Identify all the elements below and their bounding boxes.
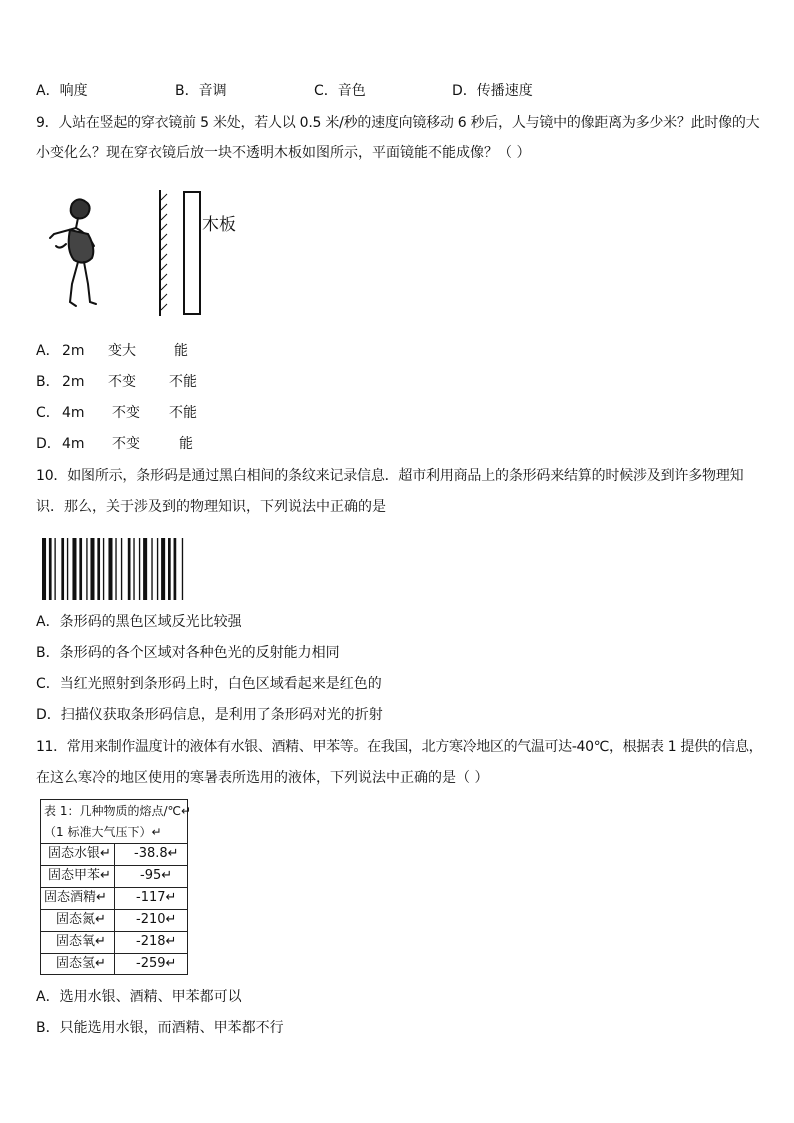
person-sketch: [50, 199, 96, 306]
barcode-bar: [128, 538, 131, 600]
q11-option-a: A．选用水银、酒精、甲苯都可以: [36, 989, 242, 1005]
barcode-bar: [139, 538, 140, 600]
q8-option-c: C．音色: [314, 83, 366, 99]
barcode-image: [40, 538, 188, 600]
q9-option-letter: C．: [36, 405, 60, 421]
table-cell-value: -117↵: [136, 890, 177, 905]
table-cell-substance: 固态水银↵: [48, 846, 111, 861]
q9-option-letter: A．: [36, 343, 60, 359]
barcode-bar: [108, 538, 112, 600]
q10-stem-line1: 10．如图所示，条形码是通过黑白相间的条纹来记录信息．超市利用商品上的条形码来结算的时候涉及到许多物理知: [36, 468, 744, 484]
q10-option-d: D．扫描仪获取条形码信息，是利用了条形码对光的折射: [36, 707, 383, 723]
q11-stem-line1: 11．常用来制作温度计的液体有水银、酒精、甲苯等。在我国，北方寒冷地区的气温可达-40℃，根据表 1 提供的信息，: [36, 739, 763, 755]
q10-option-a: A．条形码的黑色区域反光比较强: [36, 614, 242, 630]
table-cell-value: -259↵: [136, 956, 177, 971]
barcode-bar: [90, 538, 94, 600]
q8-option-a: A．响度: [36, 83, 88, 99]
table-cell-value: -95↵: [140, 868, 173, 883]
q9-option-image: 不能: [169, 405, 197, 421]
barcode-bar: [168, 538, 171, 600]
table-cell-substance: 固态氧↵: [56, 934, 106, 949]
mirror-hatching: [161, 194, 167, 310]
board-label: 木板: [202, 215, 236, 235]
barcode-figure: [40, 538, 188, 600]
barcode-bar: [49, 538, 52, 600]
q9-option-size: 不变: [112, 405, 140, 421]
barcode-bar: [61, 538, 64, 600]
table-cell-substance: 固态氮↵: [56, 912, 106, 927]
barcode-bar: [72, 538, 76, 600]
barcode-bar: [54, 538, 55, 600]
barcode-bar: [174, 538, 177, 600]
table-title: 表 1：几种物质的熔点/℃↵: [44, 804, 192, 818]
mirror-figure: [44, 190, 264, 320]
q9-option-letter: D．: [36, 436, 61, 452]
barcode-bar: [182, 538, 183, 600]
q11-option-b: B．只能选用水银，而酒精、甲苯都不行: [36, 1020, 284, 1036]
q9-option-image: 不能: [169, 374, 197, 390]
table-row-divider: [40, 931, 187, 932]
q9-option-distance: 4m: [62, 405, 85, 421]
q10-option-c: C．当红光照射到条形码上时，白色区域看起来是红色的: [36, 676, 382, 692]
table-row-divider: [40, 865, 187, 866]
melting-point-table: [40, 799, 192, 975]
q9-option-size: 变大: [108, 343, 136, 359]
q9-option-size: 不变: [108, 374, 136, 390]
barcode-bar: [97, 538, 100, 600]
barcode-bar: [86, 538, 87, 600]
q9-option-size: 不变: [112, 436, 140, 452]
q8-option-b: B．音调: [175, 83, 227, 99]
table-row-divider: [40, 953, 187, 954]
table-subtitle: （1 标准大气压下）↵: [44, 825, 162, 839]
q9-option-distance: 2m: [62, 374, 85, 390]
q9-option-distance: 2m: [62, 343, 85, 359]
table-cell-substance: 固态酒精↵: [44, 890, 107, 905]
barcode-bar: [103, 538, 104, 600]
table-cell-value: -38.8↵: [134, 846, 179, 861]
table-row-divider: [40, 887, 187, 888]
table-row-divider: [40, 909, 187, 910]
q10-option-b: B．条形码的各个区域对各种色光的反射能力相同: [36, 645, 340, 661]
q11-stem-line2: 在这么寒冷的地区使用的寒暑表所选用的液体，下列说法中正确的是（ ）: [36, 770, 489, 786]
q8-option-d: D．传播速度: [452, 83, 533, 99]
mirror-illustration: [44, 190, 264, 320]
barcode-bar: [121, 538, 122, 600]
q9-stem-line2: 小变化么？现在穿衣镜后放一块不透明木板如图所示，平面镜能不能成像？（ ）: [36, 145, 531, 161]
q9-option-image: 能: [179, 436, 193, 452]
q9-option-image: 能: [174, 343, 188, 359]
barcode-bar: [42, 538, 46, 600]
q10-stem-line2: 识．那么，关于涉及到的物理知识，下列说法中正确的是: [36, 499, 386, 515]
table-cell-substance: 固态甲苯↵: [48, 868, 111, 883]
barcode-bar: [151, 538, 152, 600]
table-cell-substance: 固态氢↵: [56, 956, 106, 971]
q9-stem-line1: 9．人站在竖起的穿衣镜前 5 米处，若人以 0.5 米/秒的速度向镜移动 6 秒后，人与镜中的像距离为多少米？此时像的大: [36, 115, 760, 131]
barcode-bar: [143, 538, 147, 600]
table-cell-value: -218↵: [136, 934, 177, 949]
barcode-bar: [157, 538, 158, 600]
q9-option-letter: B．: [36, 374, 60, 390]
barcode-bar: [115, 538, 116, 600]
barcode-bar: [79, 538, 82, 600]
barcode-bar: [133, 538, 134, 600]
barcode-bar: [161, 538, 165, 600]
board-rect: [184, 192, 200, 314]
table-cell-value: -210↵: [136, 912, 177, 927]
q9-option-distance: 4m: [62, 436, 85, 452]
barcode-bar: [67, 538, 68, 600]
